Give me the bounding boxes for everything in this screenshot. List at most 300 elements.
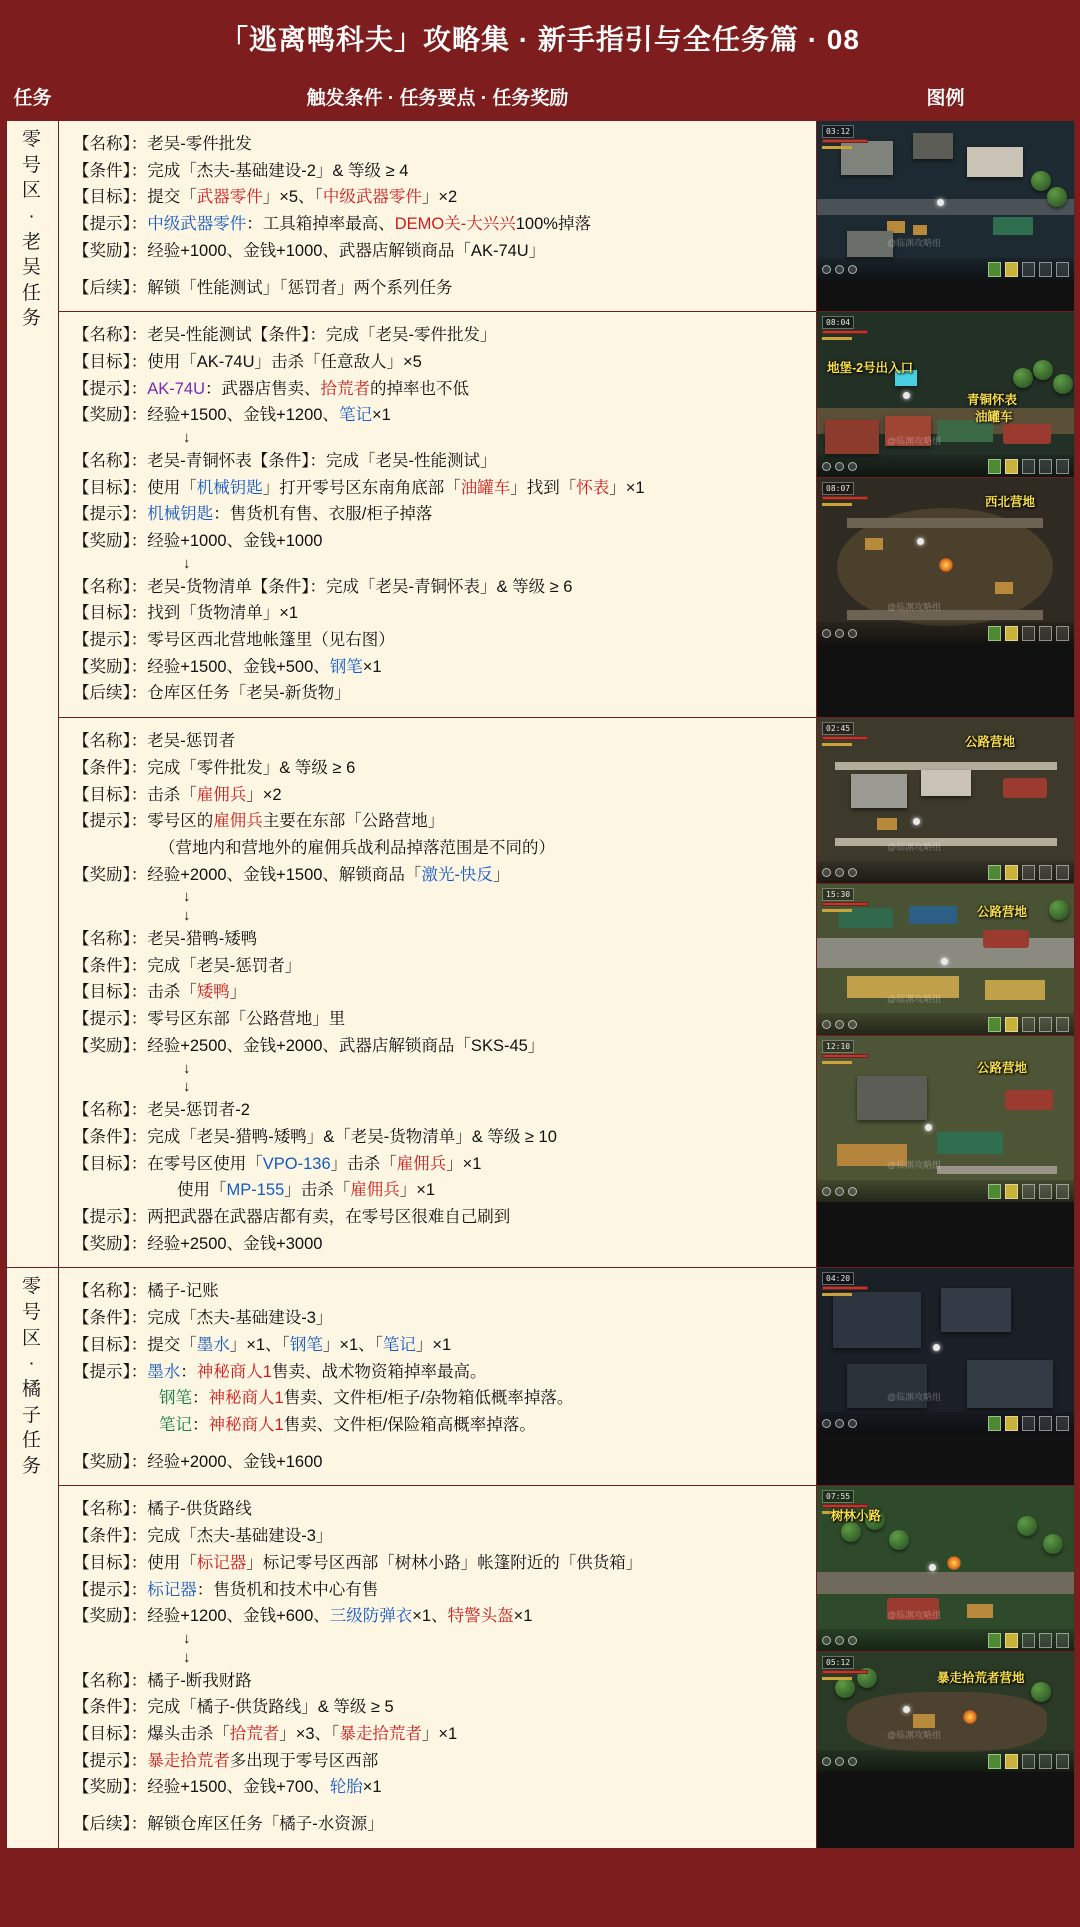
scene-prop (1005, 1090, 1053, 1110)
quest-line (73, 1668, 810, 1695)
scene-prop (937, 199, 944, 206)
hud-indicator (835, 265, 844, 274)
hud-health-bar (822, 1286, 868, 1290)
quest-figure-cell (817, 1486, 1075, 1848)
screenshot-annotation: 地堡-2号出入口 (827, 361, 914, 376)
hud-slot (1039, 1017, 1052, 1032)
quest-text: 【名称】：橘子-供货路线 (73, 1500, 252, 1519)
quest-text: 」×5、「 (262, 188, 323, 207)
hud-slot (1005, 865, 1018, 880)
hud-indicator (848, 1757, 857, 1766)
hud-indicator (848, 1636, 857, 1645)
scene-prop (1033, 360, 1053, 380)
game-hud-bar (817, 455, 1074, 477)
quest-text: 」找到「 (510, 478, 577, 497)
quest-text: 【目标】：使用「 (73, 478, 197, 497)
quest-text: 【名称】：老吴-青铜怀表【条件】：完成「老吴-性能测试」 (73, 451, 497, 470)
col-task: 任务 (7, 73, 59, 121)
quest-line (73, 376, 810, 403)
quest-group-label: 零号区 · 老吴任务 (7, 121, 59, 1268)
quest-line (73, 501, 810, 528)
quest-text: 【提示】：零号区东部「公路营地」里 (73, 1010, 346, 1029)
quest-text: 激光-快反 (421, 865, 493, 884)
hud-slot (1022, 1754, 1035, 1769)
quest-block (59, 1268, 816, 1485)
scene-prop (1031, 1682, 1051, 1702)
quest-line (73, 1550, 810, 1577)
quest-text: 【奖励】：经验+1200、金钱+600、 (73, 1607, 330, 1626)
scene-prop (937, 1132, 1003, 1154)
game-screenshot (817, 1652, 1074, 1772)
quest-text: 笔记 (382, 1335, 416, 1354)
quest-text: ：武器店售卖、 (205, 379, 321, 398)
hud-indicator (848, 868, 857, 877)
hud-indicator (835, 462, 844, 471)
scene-prop (913, 1714, 935, 1728)
quest-text: 【条件】：完成「零件批发」& 等级 ≥ 6 (73, 758, 356, 777)
quest-text: ： (180, 1362, 197, 1381)
quest-text: 【名称】：橘子-断我财路 (73, 1671, 252, 1690)
quest-text: 墨水 (147, 1362, 181, 1381)
hud-health-bar (822, 1670, 868, 1674)
scene-prop (921, 770, 971, 796)
quest-text: 中级武器零件 (147, 215, 247, 234)
quest-line (73, 528, 810, 555)
quest-text: （营地内和营地外的雇佣兵战利品掉落范围是不同的） (159, 839, 555, 858)
hud-slot (988, 1416, 1001, 1431)
quest-text: 」击杀「 (330, 1154, 397, 1173)
quest-line (73, 1151, 810, 1178)
hud-indicator (835, 1636, 844, 1645)
flow-arrow: ↓ (183, 1630, 191, 1647)
game-screenshot (817, 1268, 1074, 1434)
quest-text: 【名称】：老吴-惩罚者 (73, 732, 236, 751)
quest-text: 」×2 (421, 188, 458, 207)
quest-text: 【提示】：零号区西北营地帐篷里（见右图） (73, 631, 395, 649)
quest-text: 【提示】： (73, 1580, 148, 1599)
scene-prop (825, 420, 879, 454)
quest-text: 【提示】： (73, 505, 148, 524)
quest-line (73, 1449, 810, 1476)
hud-indicator (822, 1757, 831, 1766)
quest-table (6, 72, 1075, 1849)
quest-line (73, 835, 810, 862)
quest-text: 多出现于零号区西部 (229, 1751, 379, 1770)
quest-line (73, 1359, 810, 1386)
hud-slot (988, 1017, 1001, 1032)
hud-slot (1039, 1416, 1052, 1431)
hud-slot (1022, 262, 1035, 277)
quest-text: 【奖励】：经验+2500、金钱+3000 (73, 1234, 323, 1253)
hud-slot (1022, 459, 1035, 474)
quest-text: 标记器 (196, 1553, 247, 1572)
quest-text: 【奖励】：经验+2000、金钱+1600 (73, 1452, 323, 1471)
quest-text: 【奖励】：经验+1500、金钱+500、 (73, 657, 330, 676)
hud-slot (1039, 1184, 1052, 1199)
flow-arrow: ↓ (183, 429, 191, 447)
hud-stamina-bar (822, 909, 852, 912)
quest-text: 【奖励】：经验+2500、金钱+2000、武器店解锁商品「SKS-45」 (73, 1036, 545, 1055)
quest-text: 武器零件 (196, 188, 263, 207)
flow-arrow: ↓ (183, 554, 191, 572)
col-figure: 图例 (817, 73, 1075, 121)
hud-indicator (822, 265, 831, 274)
quest-line (73, 1278, 810, 1305)
quest-text: 雇佣兵 (213, 812, 263, 831)
hud-slot (1022, 1416, 1035, 1431)
quest-line (73, 1412, 810, 1439)
quest-text: 」击杀「 (284, 1181, 351, 1200)
hud-timer: 08:07 (822, 482, 854, 495)
hud-stamina-bar (822, 1293, 852, 1296)
hud-slot (1056, 1017, 1069, 1032)
quest-text: 」×2 (246, 785, 282, 804)
quest-text: 」 (229, 983, 247, 1002)
quest-line (73, 1124, 810, 1151)
quest-line (73, 1577, 810, 1604)
hud-slot (1022, 865, 1035, 880)
quest-text: 售卖、战术物资箱掉率最高。 (271, 1362, 487, 1381)
quest-row (7, 1268, 1075, 1486)
scene-prop (847, 610, 1043, 620)
scene-prop (817, 1572, 1074, 1594)
scene-prop (835, 1678, 855, 1698)
quest-text: 【提示】： (73, 215, 148, 234)
quest-row (7, 718, 1075, 1268)
quest-text: 【目标】：使用「 (73, 1553, 197, 1572)
quest-text: 神秘商人1 (208, 1415, 284, 1434)
quest-text: 【条件】：完成「橘子-供货路线」& 等级 ≥ 5 (73, 1698, 394, 1717)
hud-slot (988, 262, 1001, 277)
scene-prop (851, 774, 907, 808)
game-screenshot (817, 1036, 1074, 1202)
quest-text: 【目标】：提交「 (73, 188, 197, 207)
quest-text: ×1 (371, 406, 391, 425)
quest-text: 三级防弹衣 (329, 1607, 413, 1626)
hud-slot (1039, 1754, 1052, 1769)
quest-text: 特警头盔 (447, 1607, 514, 1626)
scene-prop (865, 538, 883, 550)
quest-text: MP-155 (226, 1181, 285, 1200)
hud-slot (1039, 262, 1052, 277)
hud-timer: 02:45 (822, 722, 854, 735)
flow-arrow: ↓ (183, 1648, 191, 1666)
scene-prop (913, 818, 920, 825)
hud-slot (1056, 1633, 1069, 1648)
page-title: 「逃离鸭科夫」攻略集 · 新手指引与全任务篇 · 08 (6, 6, 1074, 72)
watermark: @临渊攻略组 (887, 602, 942, 613)
quest-text: 【名称】：老吴-惩罚者-2 (73, 1101, 250, 1120)
scene-prop (833, 1292, 921, 1348)
quest-text: 怀表 (576, 478, 610, 497)
quest-figure-cell (817, 1268, 1075, 1486)
hud-slot (988, 1754, 1001, 1769)
watermark: @临渊攻略组 (887, 238, 942, 248)
screenshot-annotation: 油罐车 (975, 410, 1013, 425)
hud-slot (1039, 1633, 1052, 1648)
quest-line (73, 184, 810, 211)
quest-text: 使用「 (177, 1181, 227, 1200)
quest-line (73, 1332, 810, 1359)
quest-figure-cell (817, 312, 1075, 718)
game-screenshot (817, 718, 1074, 884)
quest-line (73, 953, 810, 980)
quest-text: 【名称】：老吴-性能测试【条件】：完成「老吴-零件批发」 (73, 326, 497, 345)
hud-timer: 12:10 (822, 1040, 854, 1053)
screenshot-annotation: 青铜怀表 (967, 393, 1018, 408)
hud-indicator (848, 1020, 857, 1029)
screenshot-annotation: 公路营地 (977, 1061, 1028, 1076)
scene-prop (913, 133, 953, 159)
hud-slot (1005, 1184, 1018, 1199)
scene-prop (985, 980, 1045, 1000)
spacer (73, 1439, 810, 1449)
screenshot-annotation: 暴走拾荒者营地 (937, 1671, 1025, 1686)
quest-text: 暴走拾荒者 (147, 1751, 230, 1770)
hud-slot (1022, 1633, 1035, 1648)
screenshot-annotation: 西北营地 (985, 495, 1036, 510)
scene-prop (835, 838, 1057, 846)
quest-text: 」×1、「 (229, 1335, 290, 1354)
quest-line (73, 1006, 810, 1033)
hud-health-bar (822, 139, 868, 143)
watermark: @临渊攻略组 (887, 436, 942, 447)
quest-text: 墨水 (196, 1335, 230, 1354)
quest-text: 【条件】：完成「老吴-惩罚者」 (73, 956, 302, 975)
hud-stamina-bar (822, 743, 852, 746)
hud-timer: 05:12 (822, 1656, 854, 1669)
hud-slot (1056, 1754, 1069, 1769)
quest-text: 【奖励】：经验+2000、金钱+1500、解锁商品「 (73, 865, 422, 884)
hud-slot (1039, 459, 1052, 474)
hud-timer: 15:30 (822, 888, 854, 901)
hud-indicator (835, 629, 844, 638)
hud-slot (988, 626, 1001, 641)
scene-prop (933, 1344, 940, 1351)
hud-slot (1005, 459, 1018, 474)
hud-health-bar (822, 736, 868, 740)
hud-slot (1005, 1754, 1018, 1769)
scene-prop (995, 582, 1013, 594)
game-screenshot (817, 312, 1074, 478)
hud-slot (1022, 1017, 1035, 1032)
game-hud-bar (817, 1013, 1074, 1035)
game-screenshot (817, 121, 1074, 280)
quest-line (73, 1721, 810, 1748)
game-hud-bar (817, 1412, 1074, 1434)
quest-line (73, 1603, 810, 1630)
quest-text: ：工具箱掉率最高、 (246, 215, 395, 234)
hud-indicator (822, 868, 831, 877)
quest-text: 【后续】：解锁仓库区任务「橘子-水资源」 (73, 1815, 384, 1834)
quest-line (73, 275, 810, 302)
quest-text: 【后续】：仓库区任务「老吴-新货物」 (73, 684, 351, 703)
quest-text: 【条件】：完成「杰夫-基础建设-3」 (73, 1309, 333, 1328)
quest-text: 轮胎 (329, 1778, 363, 1797)
hud-indicator (822, 1636, 831, 1645)
quest-text: 笔记 (338, 406, 372, 425)
quest-text: 中级武器零件 (322, 188, 422, 207)
hud-indicator (822, 1020, 831, 1029)
quest-text: 【名称】：老吴-猎鸭-矮鸭 (73, 929, 258, 948)
hud-indicator (835, 1020, 844, 1029)
scene-prop (889, 1530, 909, 1550)
quest-line (73, 448, 810, 475)
watermark: @临渊攻略组 (887, 1610, 942, 1621)
quest-line (73, 1097, 810, 1124)
scene-prop (857, 1076, 927, 1120)
scene-prop (993, 217, 1033, 235)
quest-text: 【条件】：完成「杰夫-基础建设-2」& 等级 ≥ 4 (73, 161, 409, 180)
hud-health-bar (822, 902, 868, 906)
quest-text: ×1 (362, 657, 382, 676)
scene-prop (925, 1124, 932, 1131)
hud-slot (1005, 1633, 1018, 1648)
quest-line (73, 627, 810, 654)
hud-slot (988, 1633, 1001, 1648)
quest-text: 【奖励】：经验+1500、金钱+700、 (73, 1778, 330, 1797)
scene-prop (841, 1522, 861, 1542)
hud-indicator (822, 629, 831, 638)
quest-row (7, 312, 1075, 718)
quest-line (73, 680, 810, 707)
hud-slot (988, 1184, 1001, 1199)
quest-text: 【条件】：完成「老吴-猎鸭-矮鸭」&「老吴-货物清单」& 等级 ≥ 10 (73, 1127, 557, 1146)
quest-block (59, 121, 816, 311)
scene-prop (967, 147, 1023, 177)
spacer (73, 265, 810, 275)
game-hud-bar (817, 258, 1074, 280)
quest-text: 矮鸭 (196, 983, 230, 1002)
hud-indicator (835, 1187, 844, 1196)
quest-line (73, 211, 810, 238)
quest-line (73, 1231, 810, 1258)
quest-line (73, 1204, 810, 1231)
game-screenshot (817, 884, 1074, 1036)
quest-text: ×1 (362, 1778, 382, 1797)
quest-text: 钢笔 (159, 1389, 192, 1408)
quest-text: 」×1 (446, 1154, 482, 1173)
quest-text: 」×1 (415, 1335, 452, 1354)
quest-text: 标记器 (147, 1580, 197, 1599)
quest-text: 暴走拾荒者 (339, 1724, 422, 1743)
screenshot-annotation: 树林小路 (831, 1509, 882, 1524)
quest-text: 油罐车 (460, 478, 511, 497)
game-hud-bar (817, 1180, 1074, 1202)
watermark: @临渊攻略组 (887, 842, 942, 853)
quest-text: 【名称】：老吴-货物清单【条件】：完成「老吴-青铜怀表」& 等级 ≥ 6 (73, 577, 573, 596)
quest-text: 机械钥匙 (147, 505, 214, 524)
scene-prop (1053, 374, 1073, 394)
quest-line (73, 782, 810, 809)
quest-text: 钢笔 (289, 1335, 323, 1354)
quest-text: 」打开零号区东南角底部「 (262, 478, 461, 497)
scene-prop (941, 1288, 1011, 1332)
quest-text: 」 (492, 865, 510, 884)
hud-indicator (848, 1419, 857, 1428)
flow-arrow: ↓ (183, 888, 191, 906)
quest-block (59, 718, 816, 1267)
scene-prop (847, 1692, 1047, 1752)
watermark: @临渊攻略组 (887, 1730, 942, 1741)
scene-prop (913, 225, 927, 235)
quest-text: 拾荒者 (229, 1724, 280, 1743)
hud-indicator (822, 462, 831, 471)
scene-prop (1031, 171, 1051, 191)
scene-prop (1043, 1534, 1063, 1554)
quest-text: 【目标】：在零号区使用「 (73, 1154, 263, 1173)
hud-health-bar (822, 496, 868, 500)
scene-prop (1003, 778, 1047, 798)
game-hud-bar (817, 1750, 1074, 1772)
hud-stamina-bar (822, 1061, 852, 1064)
quest-text: 」×1 (399, 1181, 436, 1200)
hud-slot (1056, 626, 1069, 641)
quest-line (73, 1523, 810, 1550)
watermark: @临渊攻略组 (887, 1160, 942, 1171)
quest-text: 售卖、文件柜/保险箱高概率掉落。 (283, 1415, 536, 1434)
quest-text: AK-74U (147, 379, 206, 398)
watermark: @临渊攻略组 (887, 1392, 942, 1403)
quest-text: VPO-136 (262, 1154, 331, 1173)
hud-indicator (835, 868, 844, 877)
hud-slot (1022, 626, 1035, 641)
scene-prop (983, 930, 1029, 948)
quest-text: ×1 (513, 1607, 533, 1626)
hud-slot (1056, 459, 1069, 474)
quest-block (59, 312, 816, 717)
quest-text: 笔记 (159, 1415, 192, 1434)
hud-indicator (822, 1419, 831, 1428)
watermark: @临渊攻略组 (887, 994, 942, 1005)
quest-line (73, 322, 810, 349)
quest-line (73, 1774, 810, 1801)
quest-detail-cell (59, 1268, 817, 1486)
hud-slot (988, 459, 1001, 474)
quest-text: 【后续】：解锁「性能测试」「惩罚者」两个系列任务 (73, 278, 453, 297)
hud-slot (1022, 1184, 1035, 1199)
quest-text: 」×3、「 (279, 1724, 340, 1743)
hud-indicator (848, 629, 857, 638)
hud-health-bar (822, 1054, 868, 1058)
hud-indicator (848, 1187, 857, 1196)
hud-stamina-bar (822, 1677, 852, 1680)
quest-line (73, 1305, 810, 1332)
scene-prop (967, 1604, 993, 1618)
game-hud-bar (817, 622, 1074, 644)
quest-text: 【名称】：老吴-零件批发 (73, 135, 252, 153)
scene-prop (847, 518, 1043, 528)
quest-text: ： (192, 1389, 209, 1408)
hud-slot (1039, 626, 1052, 641)
hud-slot (1056, 1184, 1069, 1199)
quest-text: 【目标】：找到「货物清单」×1 (73, 604, 299, 623)
quest-text: 【目标】：击杀「 (73, 983, 197, 1002)
quest-text: 【目标】：爆头击杀「 (73, 1724, 230, 1743)
scene-prop (1013, 368, 1033, 388)
screenshot-annotation: 公路营地 (965, 735, 1016, 750)
quest-text: 【提示】：零号区的 (73, 812, 214, 831)
quest-figure-cell (817, 718, 1075, 1268)
quest-row (7, 121, 1075, 312)
quest-text: 」×1、「 (322, 1335, 383, 1354)
table-body (7, 121, 1075, 1849)
quest-text: 【提示】： (73, 1362, 148, 1381)
game-hud-bar (817, 861, 1074, 883)
hud-slot (1005, 262, 1018, 277)
table-header-row (7, 73, 1075, 121)
quest-text: 【奖励】：经验+1000、金钱+1000、武器店解锁商品「AK-74U」 (73, 241, 546, 260)
